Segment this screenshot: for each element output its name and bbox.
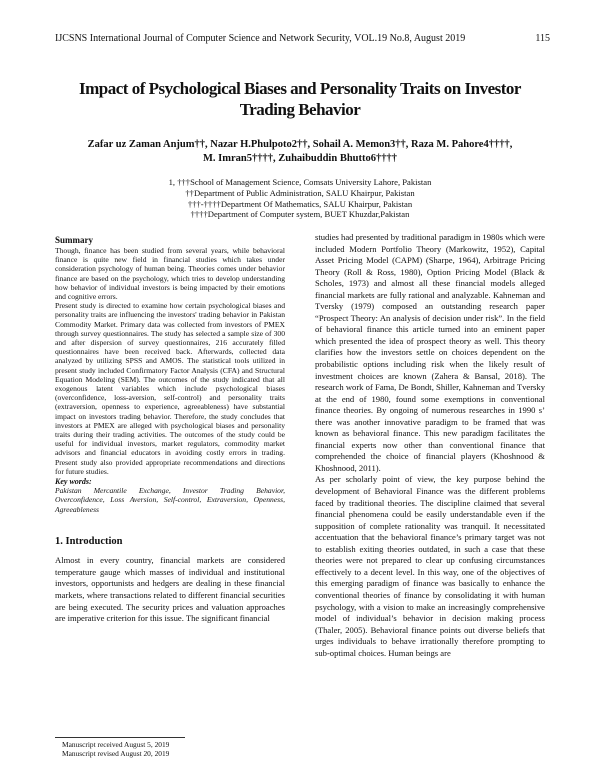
left-column (55, 232, 285, 625)
section-heading: 1. Introduction (55, 536, 123, 548)
title-line-1: Impact of Psychological Biases and Personality Traits on Investor (79, 79, 521, 98)
summary-heading: Summary (55, 235, 93, 245)
paper-title (30, 78, 570, 120)
keywords-text: Pakistan Mercantile Exchange, Investor Trading Behavior, Overconfidence, Loss Aversion, Self-control, Extraversion, Openness, Agreeableness (55, 486, 285, 514)
affiliation: 1, †††School of Management Science, Comsats University Lahore, Pakistan (168, 177, 432, 187)
keywords-heading: Key words: (55, 477, 92, 487)
intro-paragraph: Almost in every country, financial markets are considered temperature gauge which masses of individual and institutional investors, opportunists and hedgers are dealing in these financial markets, where transactions related to different financial securities are being executed. The security prices and valuation approaches are imperative criterion for this issue. The significant financial (55, 555, 285, 624)
footnotes (62, 740, 169, 758)
body-paragraph: studies had presented by traditional paradigm in 1980s which were included Modern Portfolio Theory (Markowitz, 1952), Capital Asset Pricing Model (CAPM) (Sharpe, 1964), Arbitrage Pricing Theory (Roll & Ross, 1980), Option Pricing Model (Black & Scholes, 1973) and almost all these financial models alleged financial markets are fully rational and analyzable. Kahneman and Tversky (1979) composed an outstanding research paper “Prospect Theory: An analysis of decision under risk”. In the field of behavioral finance this article turned into an eminent paper which presented the idea of prospect theory as well. This theory clarifies how the investors settle on choices dependent on the probabilistic options including risk when the likely result of investment choices are known (Zahera & Bansal, 2018). The research work of Fama, De Bondt, Shiller, Kahneman and Tversky at the end of 1980, found some exemptions in conventional finance theories. By ongoing of numerous researches in 1990 s’ there was another innovative paradigm to be framed that was known as behavioral finance. This new paradigm facilitates the financial experts now other than conventional finance that comprehended the choice of financial players (Khoshnood & Khoshnood, 2011). (315, 232, 545, 473)
authors-line-2: M. Imran5††††, Zuhaibuddin Bhutto6†††† (202, 153, 397, 164)
footnote-rule (55, 737, 185, 738)
affiliation: ††††Department of Computer system, BUET Khuzdar,Pakistan (190, 209, 410, 220)
page-number: 115 (535, 33, 550, 44)
journal-header: IJCSNS International Journal of Computer Science and Network Security, VOL.19 No.8, August 2019 (55, 33, 466, 44)
running-header (55, 33, 550, 44)
footnote: Manuscript received August 5, 2019 (62, 740, 170, 749)
footnote: Manuscript revised August 20, 2019 (62, 749, 170, 758)
affiliation: †††-††††Department Of Mathematics, SALU Khairpur, Pakistan (187, 198, 413, 209)
authors-line-1: Zafar uz Zaman Anjum††, Nazar H.Phulpoto2††, Sohail A. Memon3††, Raza M. Pahore4††††, (87, 139, 513, 150)
summary-paragraph: Present study is directed to examine how certain psychological biases and personality traits are influencing the investors' trading behavior in Pakistan Commodity Market. Primary data was collected from investors of PMEX through survey questionnaires. The study has selected a sample size of 300 and after dispersion of survey questionnaires, 216 accurately filled questionnaires have been received back. Afterwards, collected data analyzed by utilizing SPSS and AMOS. The statistical tools utilized in present study included Confirmatory Factor Analysis (CFA) and Structural Equation Modeling (SEM). The outcomes of the study indicated that all exogenous latent variables which include psychological biases (overconfidence, loss-aversion, self-control) and personality traits (extraversion, openness to experience, agreeableness) have substantial impact on investors trading behavior. Therefore, the study concludes that investors at PMEX are alleged with psychological biases and personality traits during their trading activities. The outcomes of the study could be useful for individual investors, market regulators, commodity market advisors and financial educators in avoiding costly errors in trading. Present study also provided appropriate recommendations and directions for future studies. (55, 301, 285, 476)
summary-paragraph: Though, finance has been studied from several years, while behavioral finance is quite new field in financial studies which takes under consideration psychology of human being. Theories comes under behavior finance are based on the psychology, which tries to develop understanding how behavior of individual investors is being impacted by their emotions and cognitive errors. (55, 246, 285, 302)
affiliations (60, 177, 540, 220)
body-paragraph: As per scholarly point of view, the key purpose behind the development of Behavioral Finance was the different problems faced by traditional theories. The discipline claimed that several financial phenomena could be easily understandable even if the supposition of complete rationality was tranquil. It necessitated accentuation that the behavioral finance’s primary target was not to establish exiting theories outdated, in such a case that these theories were not prepared to clear up confusing circumstances effectively to a decent level. In this way, one of the objectives of this emerging paradigm of finance was basically to enhance the conventional theories of finance by consolidating it with human psychology, with a vision to make an increasingly comprehensive model of individual’s behavior in decision making process (Thaler, 2005). Behavioral finance points out diverse beliefs that urges individuals to behave irrationally therefore prompting to sub-optimal choices. Human beings are (315, 474, 545, 658)
author-list (60, 138, 540, 166)
title-line-2: Trading Behavior (239, 100, 361, 119)
affiliation: ††Department of Public Administration, SALU Khairpur, Pakistan (185, 187, 415, 198)
right-column (315, 232, 545, 659)
